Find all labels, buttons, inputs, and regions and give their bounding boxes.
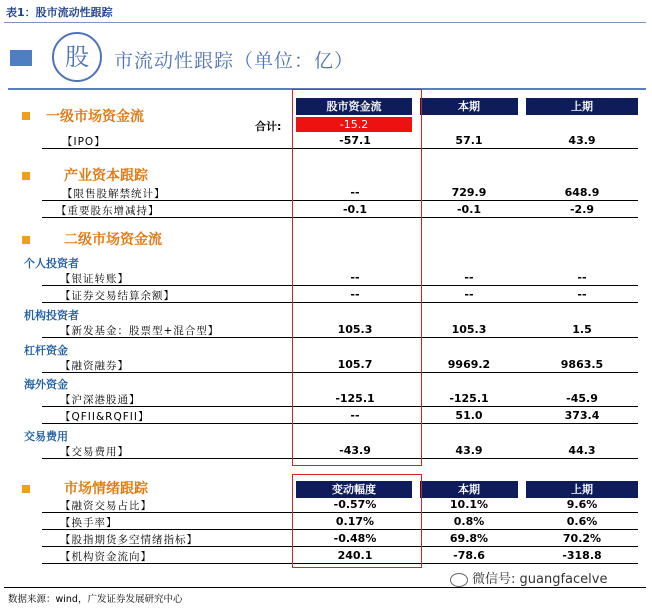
subsection-retail: 个人投资者 xyxy=(24,257,79,270)
cell: 105.7 xyxy=(337,358,373,371)
row-label-margin: 【融资融券】 xyxy=(60,360,129,372)
header-previous-2: 上期 xyxy=(526,481,638,498)
cell: -45.9 xyxy=(566,392,598,405)
subsection-leverage: 杠杆资金 xyxy=(24,344,68,357)
header-current: 本期 xyxy=(420,98,518,115)
row-label-turnover: 【换手率】 xyxy=(60,517,118,529)
footer-rule xyxy=(4,587,646,588)
row-label-futures: 【股指期货多空情绪指标】 xyxy=(60,534,198,546)
subsection-fee: 交易费用 xyxy=(24,430,68,443)
section-square-icon xyxy=(22,236,30,244)
caption-rule xyxy=(4,22,646,23)
subsection-foreign: 海外资金 xyxy=(24,378,68,391)
row-label-instflow: 【机构资金流向】 xyxy=(60,551,152,563)
cell: -2.9 xyxy=(569,203,595,216)
cell: -0.48% xyxy=(333,532,377,545)
subsection-institutional: 机构投资者 xyxy=(24,309,79,322)
cell: -78.6 xyxy=(453,549,485,562)
cell: 9969.2 xyxy=(447,358,491,371)
cell: -- xyxy=(464,288,474,301)
wechat-icon xyxy=(450,573,468,587)
cell: -318.8 xyxy=(562,549,602,562)
page-title: 市流动性跟踪（单位：亿） xyxy=(114,50,355,72)
cell: 240.1 xyxy=(337,549,373,562)
row-label-settle: 【证券交易结算余额】 xyxy=(60,290,175,302)
cell: 43.9 xyxy=(568,134,596,147)
cell: 373.4 xyxy=(564,409,600,422)
cell: -- xyxy=(350,271,360,284)
row-label-marginshare: 【融资交易占比】 xyxy=(60,500,152,512)
section-industry-capital: 产业资本跟踪 xyxy=(64,168,148,184)
cell: -- xyxy=(464,271,474,284)
row-label-holder: 【重要股东增减持】 xyxy=(56,205,160,217)
section-sentiment: 市场情绪跟踪 xyxy=(64,481,148,497)
header-change: 变动幅度 xyxy=(296,481,412,498)
cell: -125.1 xyxy=(449,392,489,405)
cell: 9863.5 xyxy=(560,358,604,371)
title-square-icon xyxy=(10,50,32,66)
cell: -- xyxy=(577,271,587,284)
cell: 10.1% xyxy=(449,498,489,511)
row-label-connect: 【沪深港股通】 xyxy=(60,394,141,406)
cell: -- xyxy=(577,288,587,301)
cell: 44.3 xyxy=(568,444,596,457)
section-square-icon xyxy=(22,172,30,180)
cell: -43.9 xyxy=(339,444,371,457)
row-label-fees: 【交易费用】 xyxy=(60,446,129,458)
total-label: 合计: xyxy=(255,120,282,133)
cell: 0.17% xyxy=(335,515,375,528)
cell: 69.8% xyxy=(449,532,489,545)
row-label-qfii: 【QFII&RQFII】 xyxy=(60,411,150,423)
cell: 43.9 xyxy=(455,444,483,457)
cell: -0.1 xyxy=(342,203,368,216)
cell: 0.6% xyxy=(566,515,598,528)
row-label-ipo: 【IPO】 xyxy=(62,136,106,148)
cell: 57.1 xyxy=(455,134,483,147)
section-square-icon xyxy=(22,112,30,120)
cell: 105.3 xyxy=(451,323,487,336)
cell: 729.9 xyxy=(451,186,487,199)
section-primary-market: 一级市场资金流 xyxy=(46,109,144,125)
cell: -0.1 xyxy=(456,203,482,216)
header-flow: 股市资金流 xyxy=(296,98,412,115)
cell: 648.9 xyxy=(564,186,600,199)
section-square-icon xyxy=(22,485,30,493)
table-caption: 表1：股市流动性跟踪 xyxy=(6,6,113,19)
cell: -- xyxy=(350,288,360,301)
cell: -0.57% xyxy=(333,498,377,511)
cell: 0.8% xyxy=(453,515,485,528)
cell: 1.5 xyxy=(572,323,592,336)
cell: 105.3 xyxy=(337,323,373,336)
cell: -- xyxy=(350,186,360,199)
highlight-frame-top xyxy=(292,89,422,466)
header-current-2: 本期 xyxy=(420,481,518,498)
row-label-bank: 【银证转账】 xyxy=(60,273,129,285)
row-label-unlock: 【限售股解禁统计】 xyxy=(62,188,166,200)
cell: -- xyxy=(350,409,360,422)
watermark: 微信号: guangfacelve xyxy=(450,568,607,587)
cell: 70.2% xyxy=(562,532,602,545)
cell: 51.0 xyxy=(455,409,483,422)
title-circle-char: 股 xyxy=(52,32,102,82)
row-label-fund: 【新发基金：股票型+混合型】 xyxy=(60,325,220,337)
header-previous: 上期 xyxy=(526,98,638,115)
cell: -125.1 xyxy=(335,392,375,405)
source-note: 数据来源：wind，广发证券发展研究中心 xyxy=(8,594,183,605)
cell: -57.1 xyxy=(339,134,371,147)
section-secondary-market: 二级市场资金流 xyxy=(64,232,162,248)
total-value: -15.2 xyxy=(296,117,412,132)
cell: 9.6% xyxy=(566,498,598,511)
highlight-frame-bottom xyxy=(292,474,422,568)
